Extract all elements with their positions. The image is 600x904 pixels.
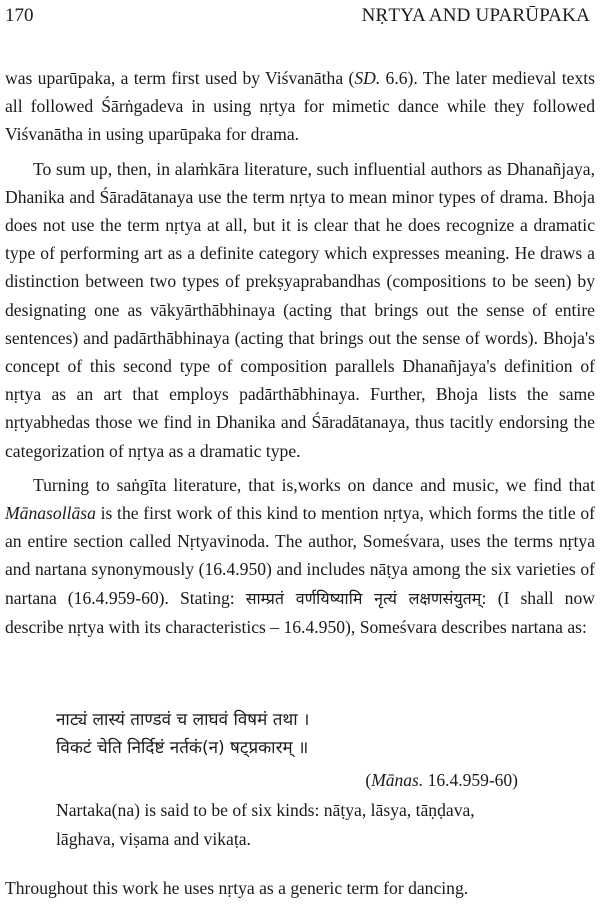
verse-reference-rest: 16.4.959-60) — [423, 770, 518, 790]
paragraph-3 — [5, 471, 595, 641]
page-header — [5, 2, 590, 30]
citation-sd: SD. — [354, 68, 381, 88]
paragraph-1-text-a: was uparūpaka, a term first used by Viśvanātha ( — [5, 68, 355, 88]
paragraph-3-text-c: (I shall now describe nṛtya with its characteristics – 16.4.950), Someśvara describes nartana as: — [5, 587, 595, 637]
sanskrit-verse — [56, 706, 310, 762]
body-text — [5, 64, 595, 647]
paragraph-2: To sum up, then, in alaṁkāra literature, such influential authors as Dhanañjaya, Dhanika and Śāradātanaya use the term nṛtya to mean minor types of drama. Bhoja does not use the term nṛtya at all, but it is clear that he does recognize a dramatic type of performing art as a definite category which expresses meaning. He draws a distinction between two types of prekṣyaprabandhas (compositions to be seen) by designating one as vākyārthābhinaya (acting that brings out the sense of entire sentences) and padārthābhinaya (acting that brings out the sense of words). Bhoja's concept of this second type of composition parallels Dhanañjaya's definition of nṛtya as an art that employs padārthābhinaya. Further, Bhoja lists the same nṛtyabhedas those we find in Dhanika and Śāradātanaya, thus tacitly endorsing the categorization of nṛtya as a dramatic type. — [5, 158, 595, 461]
verse-reference — [365, 766, 518, 794]
running-head: NṚTYA AND UPARŪPAKA — [361, 5, 590, 26]
verse-translation: Nartaka(na) is said to be of six kinds: nāṭya, lāsya, tāṇḍava, lāghava, viṣama and vikaṭa. — [56, 800, 475, 849]
closing-sentence: Throughout this work he uses nṛtya as a generic term for dancing. — [5, 878, 469, 898]
paragraph-1-text-b: 6.6). The later medieval texts all followed Śārṅgadeva in using nṛtya for mimetic dance while they followed Viśvanātha in using uparūpaka for drama. — [5, 68, 595, 145]
paragraph-1 — [5, 64, 595, 149]
work-title-manasollasa: Mānasollāsa — [5, 503, 96, 524]
verse-reference-title: Mānas. — [371, 770, 424, 790]
verse-line-2: विकटं चेति निर्दिष्टं नर्तकं(न) षट्प्रकारम् ॥ — [56, 738, 309, 758]
page-number: 170 — [5, 5, 34, 26]
paragraph-3-text-a: Turning to saṅgīta literature, that is,works on dance and music, we find that — [33, 474, 595, 495]
verse-reference-open: ( — [365, 770, 372, 790]
verse-line-1: नाट्यं लास्यं ताण्डवं च लाघवं विषमं तथा । — [56, 710, 310, 730]
paragraph-3-text-b: is the first work of this kind to mention nṛtya, which forms the title of an entire section called Nṛtyavinoda. The author, Someśvara, uses the terms nṛtya and nartana synonymously (16.4.950) and includes nāṭya among the six varieties of nartana (16.4.959-60). Stating: — [5, 503, 595, 608]
sanskrit-quote-inline: साम्प्रतं वर्णयिष्यामि नृत्यं लक्षणसंयुतम्: — [245, 588, 487, 608]
